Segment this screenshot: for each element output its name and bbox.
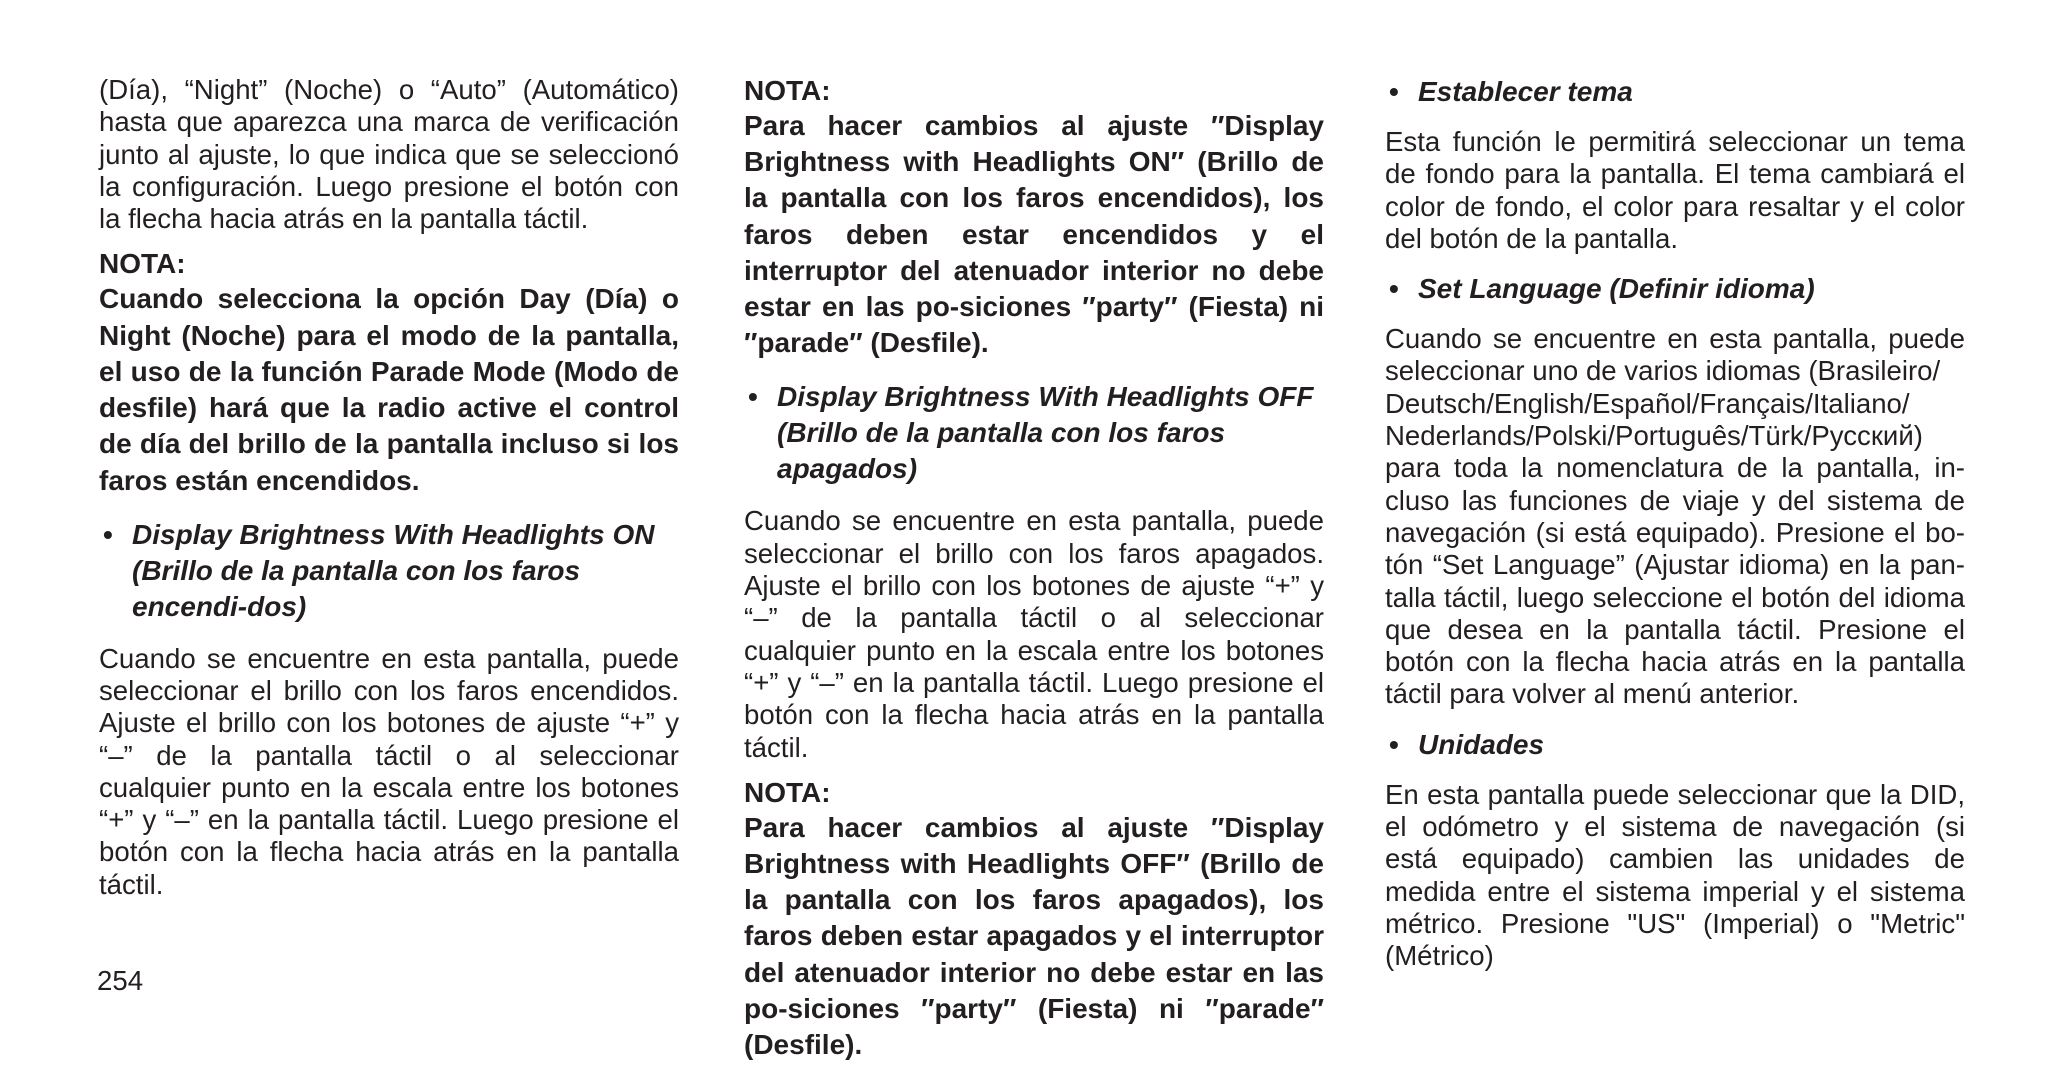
paragraph-day-night-auto: (Día), “Night” (Noche) o “Auto” (Automático) hasta que aparezca una marca de verificación junto al ajuste, lo que indica que se seleccionó la configuración. Luego presione el botón con la flecha hacia atrás en la pantalla táctil. [99,74,679,235]
bullet-icon: • [1389,76,1399,107]
bullet-icon: • [748,381,758,413]
note-text-headlights-on: Para hacer cambios al ajuste ″Display Brightness with Headlights ON″ (Brillo de la pantalla con los faros encendidos), los faros deben estar encendidos y el interruptor del atenuador interior no debe estar en las po-siciones ″party″ (Fiesta) ni ″parade″ (Desfile). [744,110,1324,359]
column-2 [744,74,1324,1063]
page-number: 254 [97,965,144,996]
language-line-2: Deutsch/English/Español/Français/Italiano/ [1385,387,1910,419]
bullet-brightness-headlights-off [744,379,1324,487]
bullet-text: Set Language (Definir idioma) [1418,273,1815,305]
paragraph-brightness-on: Cuando se encuentre en esta pantalla, puede seleccionar el brillo con los faros encendidos. Ajuste el brillo con los botones de ajuste “+” y “–” de la pantalla táctil o al seleccionar cualquier punto en la escala entre los botones “+” y “–” en la pantalla táctil. Luego presione el botón con la flecha hacia atrás en la pantalla táctil. [99,642,679,900]
bullet-establecer-tema [1385,74,1965,110]
bullet-text: Unidades [1418,728,1545,760]
language-line-3: Nederlands/Polski/Português/Türk/Русский) [1385,420,1923,452]
language-line-1: Cuando se encuentre en esta pantalla, puede seleccionar uno de varios idiomas (Brasileiro/ [1385,323,1965,387]
paragraph-unidades: En esta pantalla puede seleccionar que la DID, el odómetro y el sistema de navegación (si está equipado) cambien las unidades de medida entre el sistema imperial y el sistema métrico. Presione "US" (Imperial) o "Metric" (Métrico) [1385,778,1965,972]
bullet-text: Establecer tema [1418,76,1633,107]
note-label: NOTA: [99,248,186,280]
bullet-text: Display Brightness With Headlights ON (Brillo de la pantalla con los faros encendi-dos) [132,518,655,622]
bullet-unidades [1385,727,1965,763]
column-3 [1385,74,1965,973]
paragraph-tema: Esta función le permitirá seleccionar un tema de fondo para la pantalla. El tema cambiará el color de fondo, el color para resaltar y el color del botón de la pantalla. [1385,126,1965,254]
language-rest: para toda la nomenclatura de la pantalla, in-cluso las funciones de viaje y del sistema de navegación (si está equipado). Presione el bo-tón “Set Language” (Ajustar idioma) en la pan-talla táctil, luego seleccione el botón del idioma que desea en la pantalla táctil. Presione el botón con la flecha hacia atrás en la pantalla táctil para volver al menú anterior. [1385,452,1965,710]
paragraph-brightness-off: Cuando se encuentre en esta pantalla, puede seleccionar el brillo con los faros apagados. Ajuste el brillo con los botones de ajuste “+” y “–” de la pantalla táctil o al seleccionar cualquier punto en la escala entre los botones “+” y “–” en la pantalla táctil. Luego presione el botón con la flecha hacia atrás en la pantalla táctil. [744,505,1324,763]
column-1 [99,74,679,901]
paragraph-language [1385,323,1965,711]
bullet-set-language [1385,271,1965,307]
bullet-brightness-headlights-on [99,517,679,625]
bullet-icon: • [1389,728,1399,760]
bullet-icon: • [1389,273,1399,305]
note-text-parade-mode: Cuando selecciona la opción Day (Día) o Night (Noche) para el modo de la pantalla, el uso de la función Parade Mode (Modo de desfile) hará que la radio active el control de día del brillo de la pantalla incluso si los faros están encendidos. [99,283,679,496]
note-label: NOTA: [744,776,831,808]
note-text-headlights-off: Para hacer cambios al ajuste ″Display Brightness with Headlights OFF″ (Brillo de la pantalla con los faros apagados), los faros deben estar apagados y el interruptor del atenuador interior no debe estar en las po-siciones ″party″ (Fiesta) ni ″parade″ (Desfile). [744,811,1324,1061]
note-label: NOTA: [744,75,831,106]
bullet-text: Display Brightness With Headlights OFF (Brillo de la pantalla con los faros apagados) [777,381,1314,485]
bullet-icon: • [103,518,113,550]
